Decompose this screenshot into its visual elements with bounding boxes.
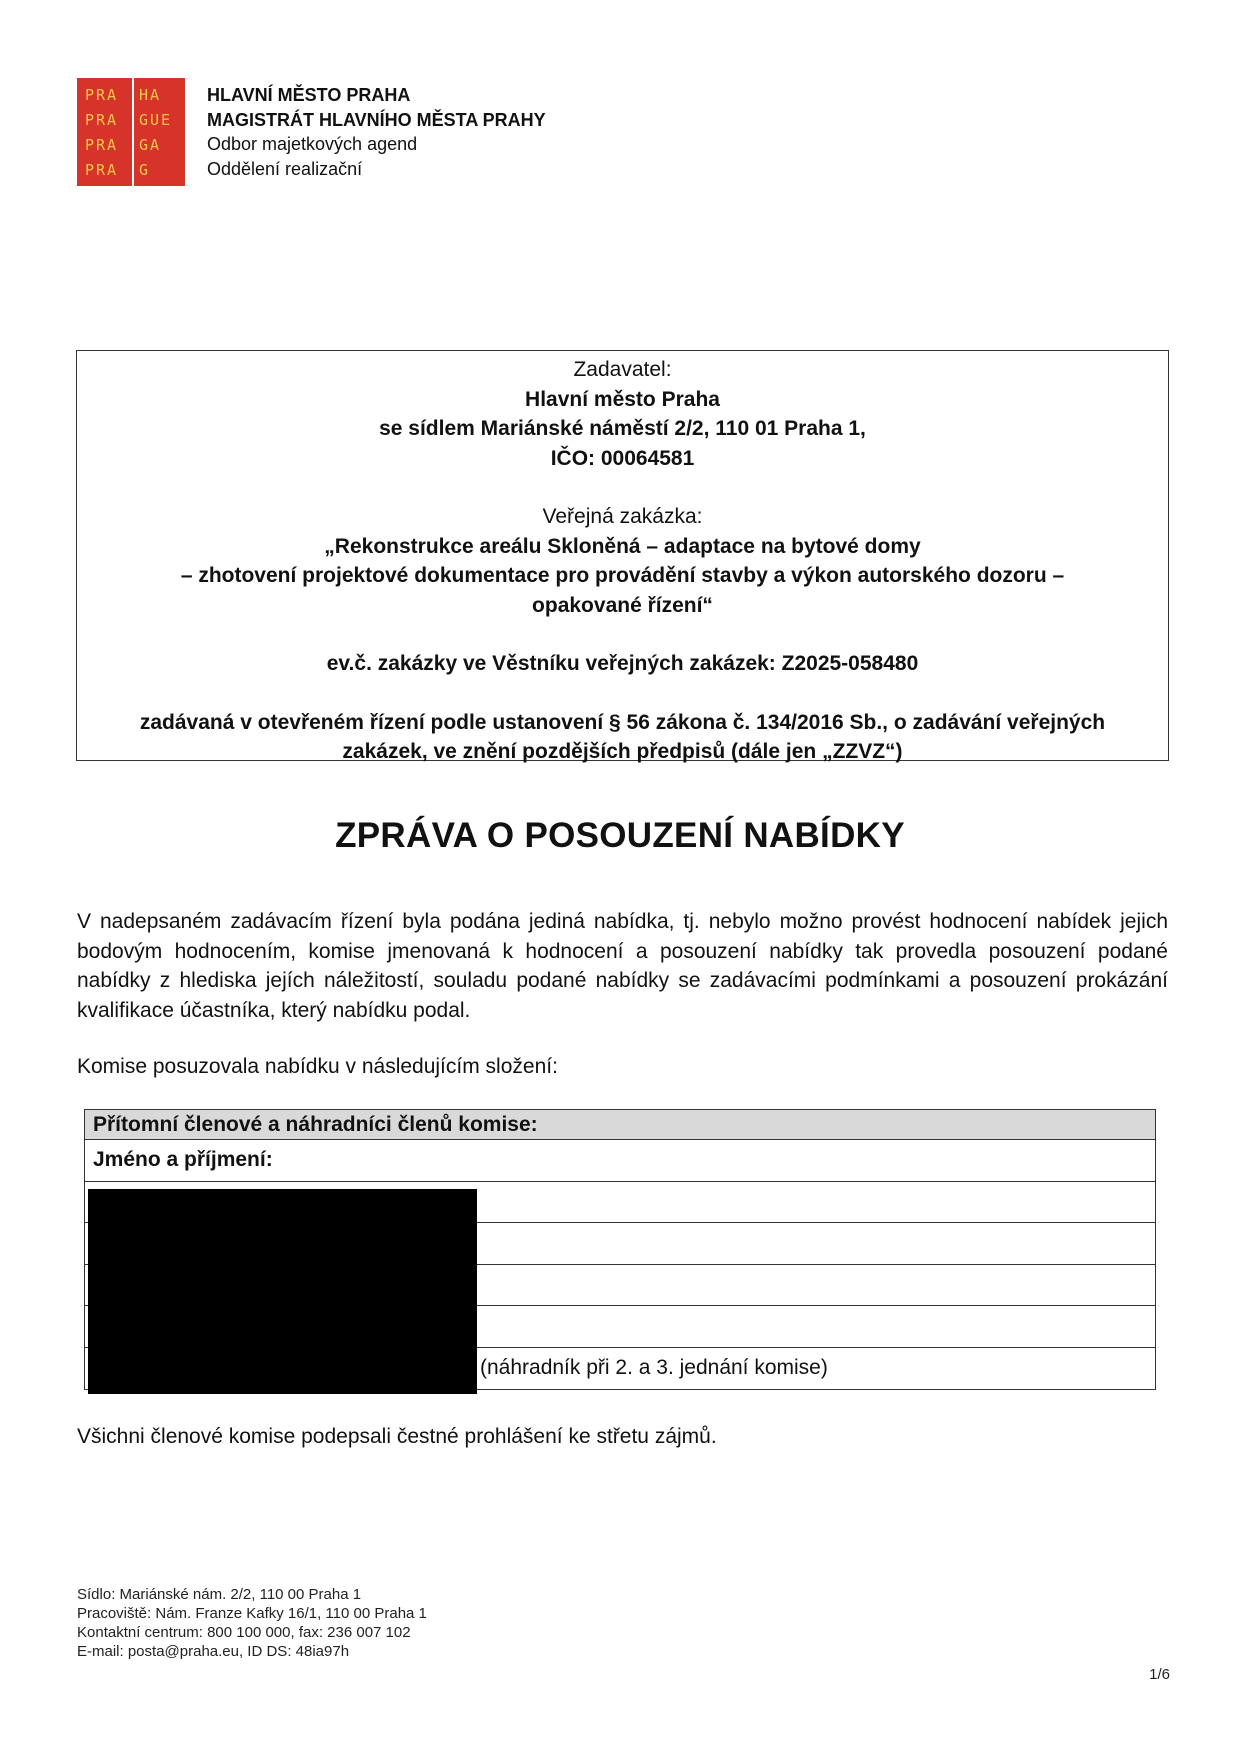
page-number: 1/6 — [1149, 1666, 1170, 1683]
logo-text: PRA — [85, 85, 119, 104]
letterhead-department: Odbor majetkových agend — [207, 134, 418, 154]
procedure-line2: zakázek, ve znění pozdějších předpisů (dále jen „ZZVZ“) — [342, 740, 903, 763]
contract-info-box — [76, 350, 1169, 761]
footer-contacts — [77, 1585, 427, 1661]
logo-left-column — [77, 78, 132, 186]
letterhead-city: HLAVNÍ MĚSTO PRAHA — [207, 85, 411, 105]
letterhead-office: MAGISTRÁT HLAVNÍHO MĚSTA PRAHY — [207, 109, 546, 130]
zadavatel-name: Hlavní město Praha — [525, 387, 720, 411]
zakazka-title-line1: „Rekonstrukce areálu Skloněná – adaptace na bytové domy — [324, 534, 921, 558]
zakazka-title-line3: opakované řízení“ — [532, 593, 713, 617]
redaction-block — [88, 1189, 477, 1394]
zadavatel-address: se sídlem Mariánské náměstí 2/2, 110 01 Praha 1, — [379, 417, 866, 440]
logo-text: PRA — [85, 110, 119, 129]
document-title: ZPRÁVA O POSOUZENÍ NABÍDKY — [335, 816, 905, 855]
logo-text: PRA — [85, 135, 119, 154]
logo-text: PRA — [85, 160, 119, 179]
procedure-line1: zadávaná v otevřeném řízení podle ustanovení § 56 zákona č. 134/2016 Sb., o zadávání veřejných — [139, 710, 1106, 734]
logo-right-column — [134, 78, 172, 186]
footer-workplace: Pracoviště: Nám. Franze Kafky 16/1, 110 00 Praha 1 — [77, 1605, 427, 1622]
footer-email: E-mail: posta@praha.eu, ID DS: 48ia97h — [77, 1643, 350, 1660]
footer-seat: Sídlo: Mariánské nám. 2/2, 110 00 Praha 1 — [77, 1586, 362, 1603]
praha-logo — [77, 78, 185, 186]
logo-text: HA — [139, 85, 162, 104]
letterhead — [207, 83, 546, 181]
committee-name-label: Jméno a příjmení: — [85, 1140, 1155, 1182]
letterhead-section: Oddělení realizační — [207, 158, 363, 179]
committee-member-row: (náhradník při 2. a 3. jednání komise) — [480, 1356, 828, 1380]
zadavatel-label: Zadavatel: — [573, 358, 672, 381]
zadavatel-ico: IČO: 00064581 — [550, 446, 695, 470]
footer-contact-center: Kontaktní centrum: 800 100 000, fax: 236 007 102 — [77, 1624, 411, 1641]
zakazka-title-line2: – zhotovení projektové dokumentace pro provádění stavby a výkon autorského dozoru – — [180, 564, 1065, 587]
zakazka-label: Veřejná zakázka: — [542, 505, 703, 528]
committee-table-header: Přítomní členové a náhradníci členů komise: — [85, 1110, 1155, 1140]
logo-text: GA — [139, 135, 162, 154]
intro-paragraph: V nadepsaném zadávacím řízení byla podána jediná nabídka, tj. nebylo možno provést hodnocení nabídek jejich bodovým hodnocením, komise jmenovaná k hodnocení a posouzení nabídky tak provedla posouzení podané nabídky z hlediska jejích náležitostí, souladu podané nabídky se zadávacími podmínkami a posouzení prokázání kvalifikace účastníka, který nabídku podal. — [77, 910, 1168, 1022]
logo-text: G — [139, 160, 151, 179]
conflict-statement: Všichni členové komise podepsali čestné prohlášení ke střetu zájmů. — [77, 1425, 717, 1448]
logo-text: GUE — [139, 110, 173, 129]
registry-number: ev.č. zakázky ve Věstníku veřejných zakázek: Z2025-058480 — [326, 652, 919, 675]
committee-intro: Komise posuzovala nabídku v následujícím složení: — [77, 1055, 558, 1078]
